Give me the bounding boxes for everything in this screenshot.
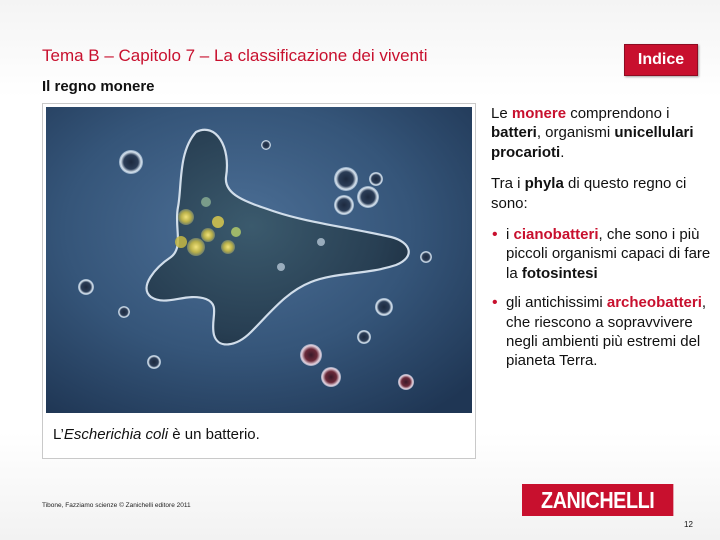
figure-caption: L’Escherichia coli è un batterio. — [53, 426, 260, 443]
figure-box — [42, 103, 476, 459]
bacteria-micrograph — [46, 107, 472, 413]
page-number: 12 — [684, 520, 693, 529]
bullet-cyanobacteria: • i cianobatteri, che sono i più piccoli organismi capaci di fare la fotosintesi — [492, 226, 711, 282]
copyright-footer: Tibone, Fazziamo scienze © Zanichelli editore 2011 — [42, 502, 191, 509]
bullet-archaebacteria: • gli antichissimi archeobatteri, che riescono a sopravvivere negli ambienti più estremi del pianeta Terra. — [492, 294, 707, 370]
intro-paragraph: Le monere comprendono i batteri, organismi unicellulari procarioti. — [491, 105, 694, 161]
body-text — [491, 104, 713, 381]
bullet-icon: • — [492, 294, 498, 312]
index-button[interactable]: Indice — [624, 44, 698, 76]
bullet-icon: • — [492, 226, 498, 244]
slide-subtitle: Il regno monere — [42, 78, 155, 95]
phyla-paragraph: Tra i phyla di questo regno ci sono: — [491, 175, 687, 212]
zanichelli-logo: ZANICHELLI — [522, 484, 673, 516]
slide-title: Tema B – Capitolo 7 – La classificazione dei viventi — [42, 46, 428, 65]
